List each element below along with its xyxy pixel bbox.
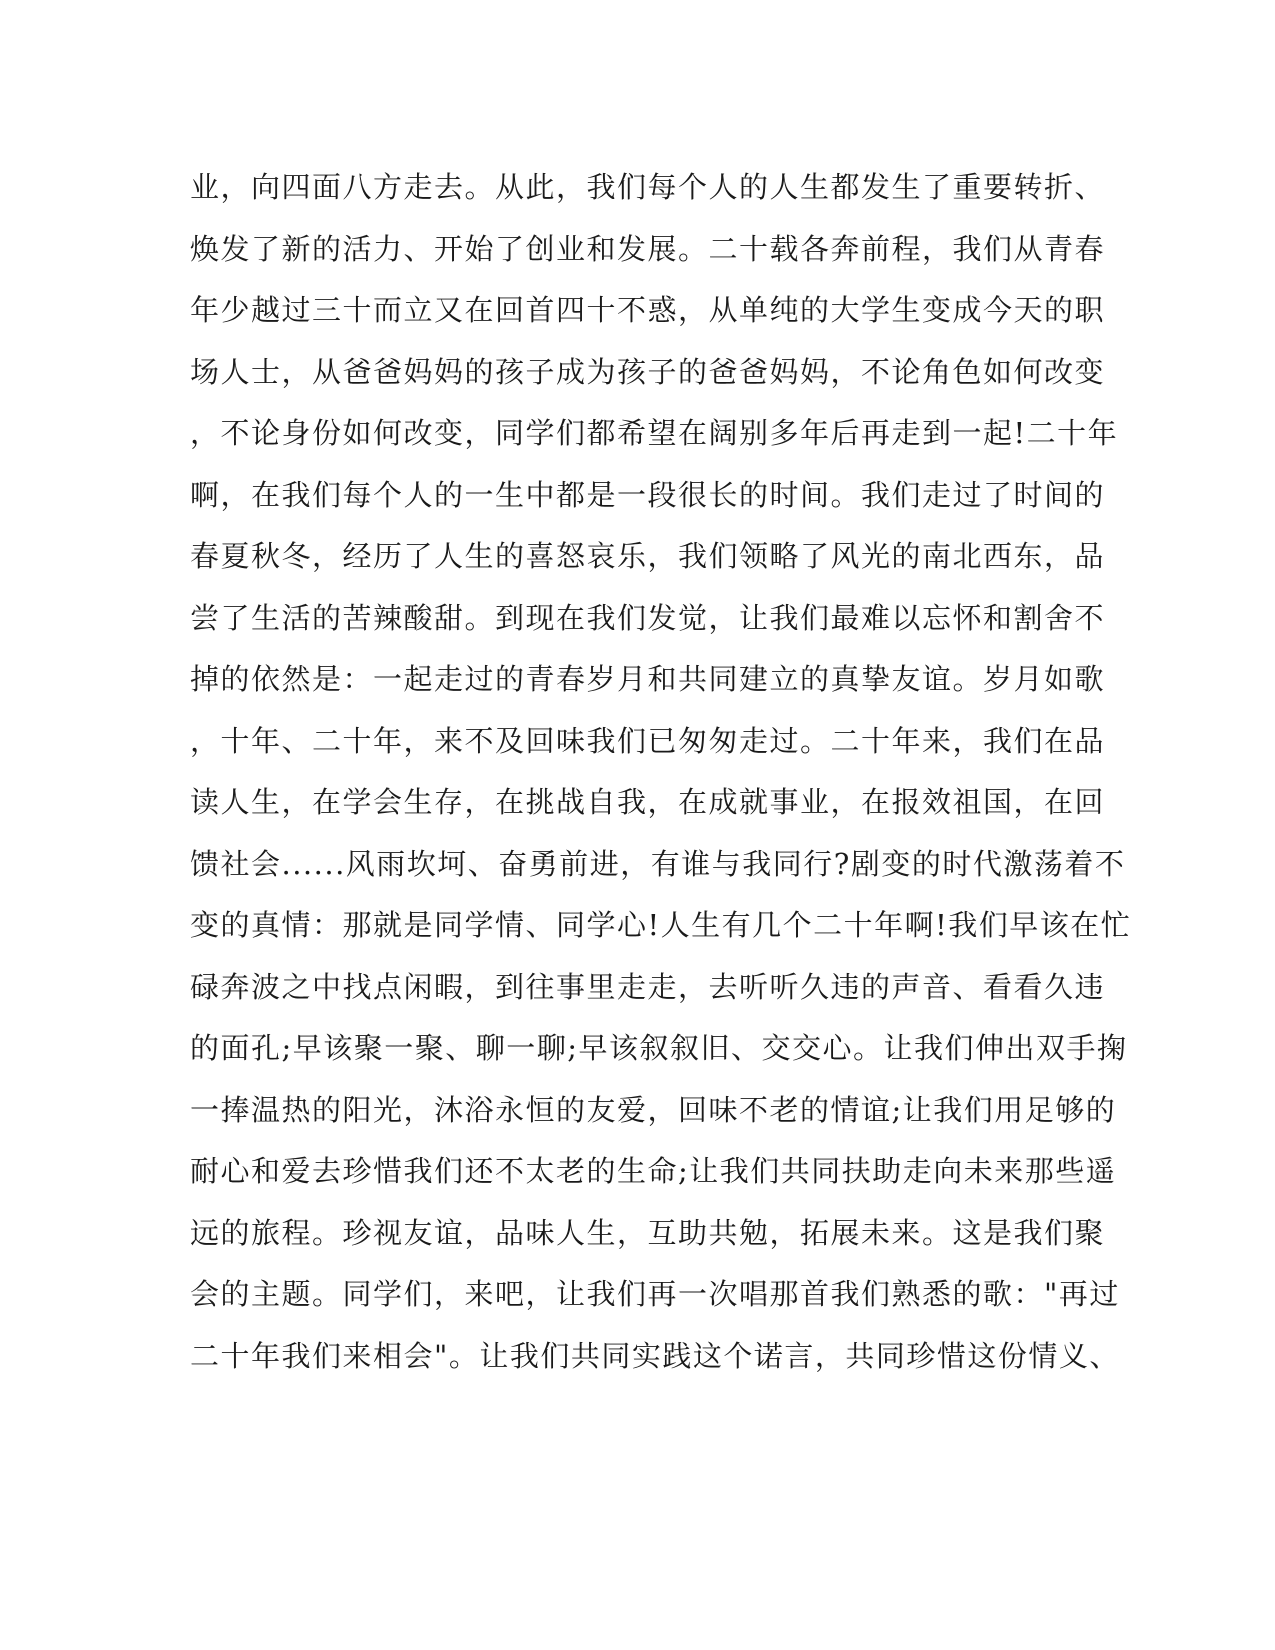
text-line: 碌奔波之中找点闲暇，到往事里走走，去听听久违的声音、看看久违 [190,969,1106,1004]
text-line: 变的真情：那就是同学情、同学心!人生有几个二十年啊!我们早该在忙 [190,908,1132,942]
body-text [190,157,1132,1387]
text-line: 耐心和爱去珍惜我们还不太老的生命;让我们共同扶助走向未来那些遥 [190,1154,1117,1188]
text-line: 年少越过三十而立又在回首四十不惑，从单纯的大学生变成今天的职 [190,293,1106,327]
text-line: 业，向四面八方走去。从此，我们每个人的人生都发生了重要转折、 [190,170,1106,204]
text-line: 场人士，从爸爸妈妈的孩子成为孩子的爸爸妈妈，不论角色如何改变 [190,354,1106,389]
text-line: ，不论身份如何改变，同学们都希望在阔别多年后再走到一起!二十年 [190,416,1119,450]
text-line: 掉的依然是：一起走过的青春岁月和共同建立的真挚友谊。岁月如歌 [190,662,1106,696]
text-line: 焕发了新的活力、开始了创业和发展。二十载各奔前程，我们从青春 [190,231,1106,266]
text-line: 春夏秋冬，经历了人生的喜怒哀乐，我们领略了风光的南北西东，品 [190,539,1106,573]
text-line: 啊，在我们每个人的一生中都是一段很长的时间。我们走过了时间的 [190,477,1106,512]
text-line: 会的主题。同学们，来吧，让我们再一次唱那首我们熟悉的歌："再过 [190,1277,1120,1311]
text-line: 尝了生活的苦辣酸甜。到现在我们发觉，让我们最难以忘怀和割舍不 [190,600,1106,635]
text-line: 读人生，在学会生存，在挑战自我，在成就事业，在报效祖国，在回 [190,785,1106,819]
text-line: 的面孔;早该聚一聚、聊一聊;早该叙叙旧、交交心。让我们伸出双手掬 [190,1031,1128,1065]
text-line: 远的旅程。珍视友谊，品味人生，互助共勉，拓展未来。这是我们聚 [190,1215,1106,1250]
text-line: ，十年、二十年，来不及回味我们已匆匆走过。二十年来，我们在品 [190,723,1106,758]
text-line: 二十年我们来相会"。让我们共同实践这个诺言，共同珍惜这份情义、 [190,1338,1120,1373]
text-line: 一捧温热的阳光，沐浴永恒的友爱，回味不老的情谊;让我们用足够的 [190,1092,1117,1127]
text-line: 馈社会......风雨坎坷、奋勇前进，有谁与我同行?剧变的时代激荡着不 [190,846,1126,881]
